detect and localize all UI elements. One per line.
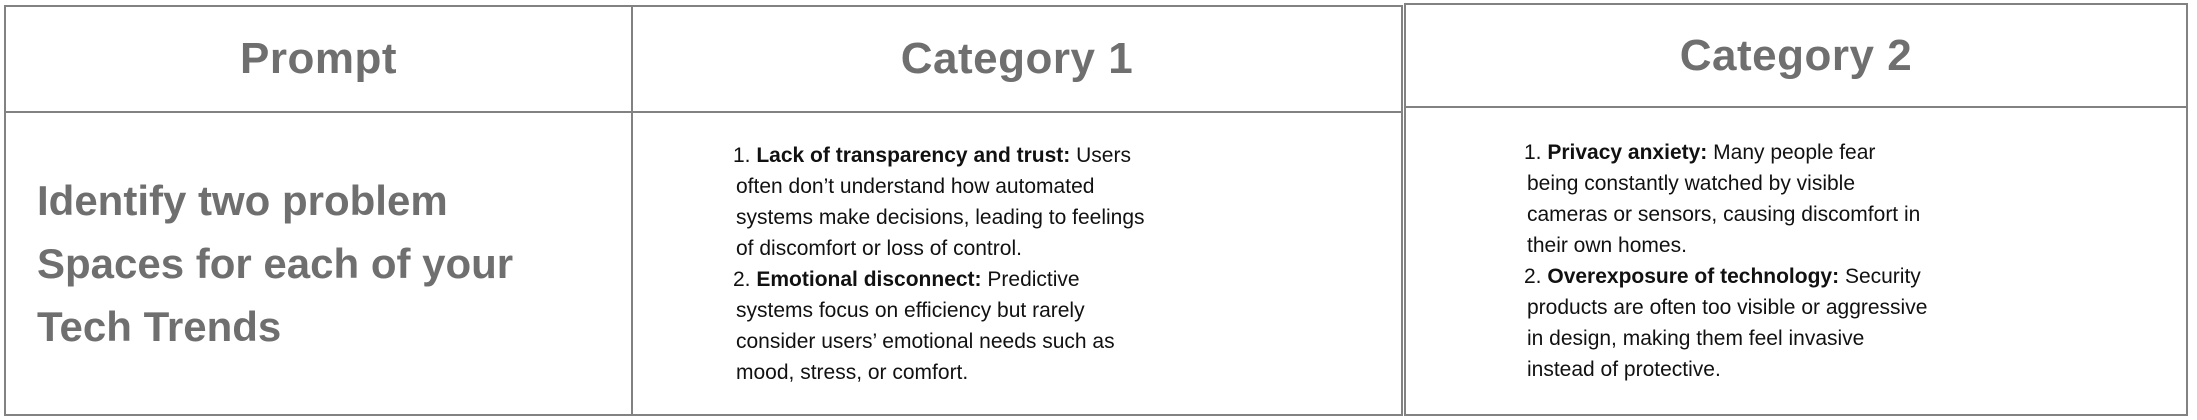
item-description: Security products are often too visible or aggressive in design, making them feel invasive instead of protective. <box>1527 265 1928 381</box>
item-number: 2. <box>733 267 751 291</box>
item-number: 1. <box>1524 141 1542 164</box>
item-label: Overexposure of technology: <box>1547 265 1840 288</box>
item-label: Lack of transparency and trust: <box>756 143 1071 167</box>
category1-header-cell <box>633 7 1401 113</box>
prompt-header-label: Prompt <box>240 34 397 83</box>
category1-item-2 <box>733 264 1151 388</box>
prompt-cell <box>6 113 631 414</box>
item-description: Predictive systems focus on efficiency but rarely consider users’ emotional needs such as mood, stress, or comfort. <box>736 267 1115 384</box>
category2-cell <box>1406 108 2186 414</box>
category2-header-cell <box>1406 5 2186 108</box>
item-description: Many people fear being constantly watched by visible cameras or sensors, causing discomfort in their own homes. <box>1527 141 1921 257</box>
prompt-header-cell <box>6 7 631 113</box>
category1-item-1 <box>733 140 1151 264</box>
item-label: Emotional disconnect: <box>756 267 982 291</box>
item-number: 1. <box>733 143 751 167</box>
item-label: Privacy anxiety: <box>1547 141 1708 164</box>
category2-item-1 <box>1524 137 1932 261</box>
item-description: Users often don’t understand how automated systems make decisions, leading to feelings of discomfort or loss of control. <box>736 143 1145 260</box>
category2-items <box>1524 137 1932 385</box>
category1-items <box>733 140 1151 388</box>
category1-header-label: Category 1 <box>900 34 1134 83</box>
item-number: 2. <box>1524 265 1542 288</box>
category1-cell <box>633 113 1401 414</box>
category1-column <box>631 5 1403 416</box>
category2-column <box>1404 3 2188 416</box>
prompt-text: Identify two problem Spaces for each of your Tech Trends <box>37 177 514 350</box>
category2-item-2 <box>1524 261 1932 385</box>
prompt-column <box>4 5 633 416</box>
category2-header-label: Category 2 <box>1679 30 1913 80</box>
